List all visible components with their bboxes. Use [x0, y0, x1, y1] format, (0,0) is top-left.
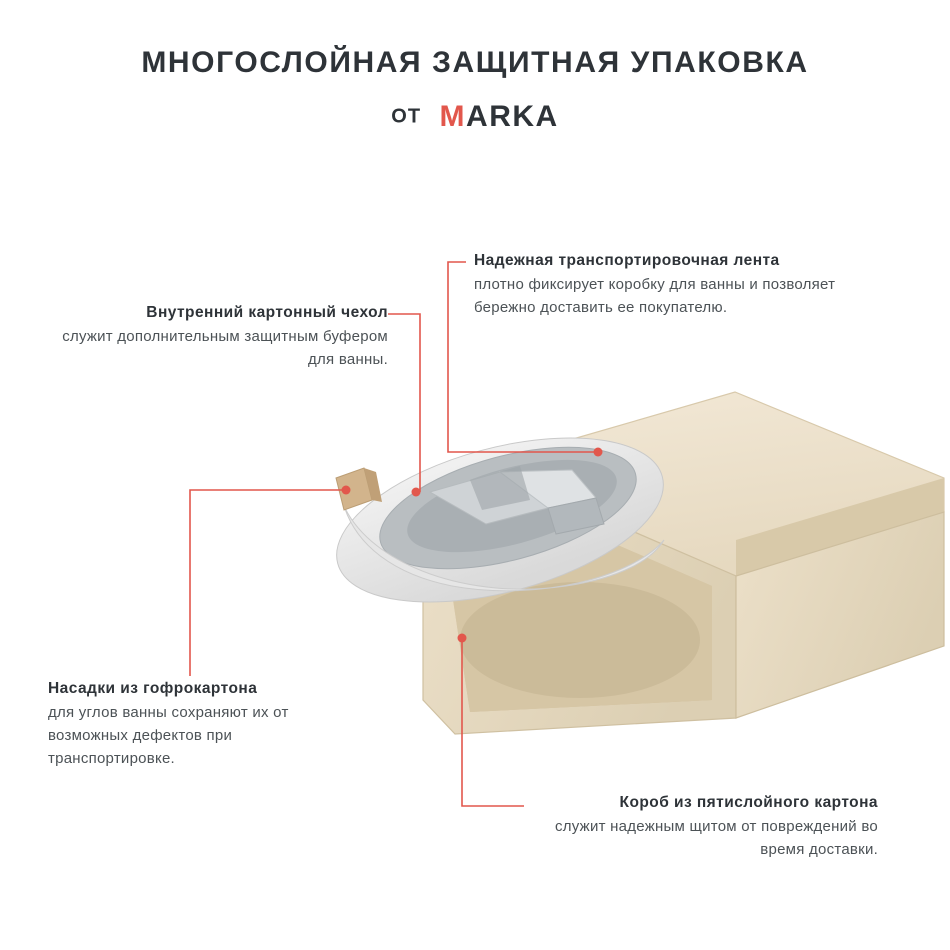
callout-heading: Внутренний картонный чехол — [146, 304, 388, 321]
leader-dot-sleeve — [412, 488, 421, 497]
leader-dot-tape — [594, 448, 603, 457]
callout-body: для углов ванны сохраняют их от возможных дефектов при транспортировке. — [48, 704, 289, 767]
callout-body: служит надежным щитом от повреждений во время доставки. — [555, 818, 878, 858]
box-inner-shadow — [460, 582, 700, 698]
callout-body: плотно фиксирует коробку для ванны и позволяет бережно доставить ее покупателю. — [474, 276, 836, 316]
callout-transport-tape — [474, 250, 878, 319]
brand-from-label: ОТ — [391, 105, 422, 128]
brand-logo-rest: ARKA — [466, 100, 559, 133]
leader-line-sleeve — [388, 314, 420, 492]
leader-dot-box — [458, 634, 467, 643]
leader-line-corners — [190, 490, 344, 676]
brand-logo-accent: M — [439, 100, 467, 133]
page-title: МНОГОСЛОЙНАЯ ЗАЩИТНАЯ УПАКОВКА — [141, 46, 809, 79]
callout-five-layer-carton-box — [534, 792, 878, 861]
leader-dot-corners — [342, 486, 351, 495]
callout-body: служит дополнительным защитным буфером для ванны. — [62, 328, 388, 368]
callout-heading: Насадки из гофрокартона — [48, 680, 258, 697]
callout-corrugated-corner-caps — [48, 678, 348, 770]
callout-inner-cardboard-sleeve — [48, 302, 388, 371]
callout-heading: Короб из пятислойного картона — [619, 794, 878, 811]
callout-heading: Надежная транспортировочная лента — [474, 252, 780, 269]
